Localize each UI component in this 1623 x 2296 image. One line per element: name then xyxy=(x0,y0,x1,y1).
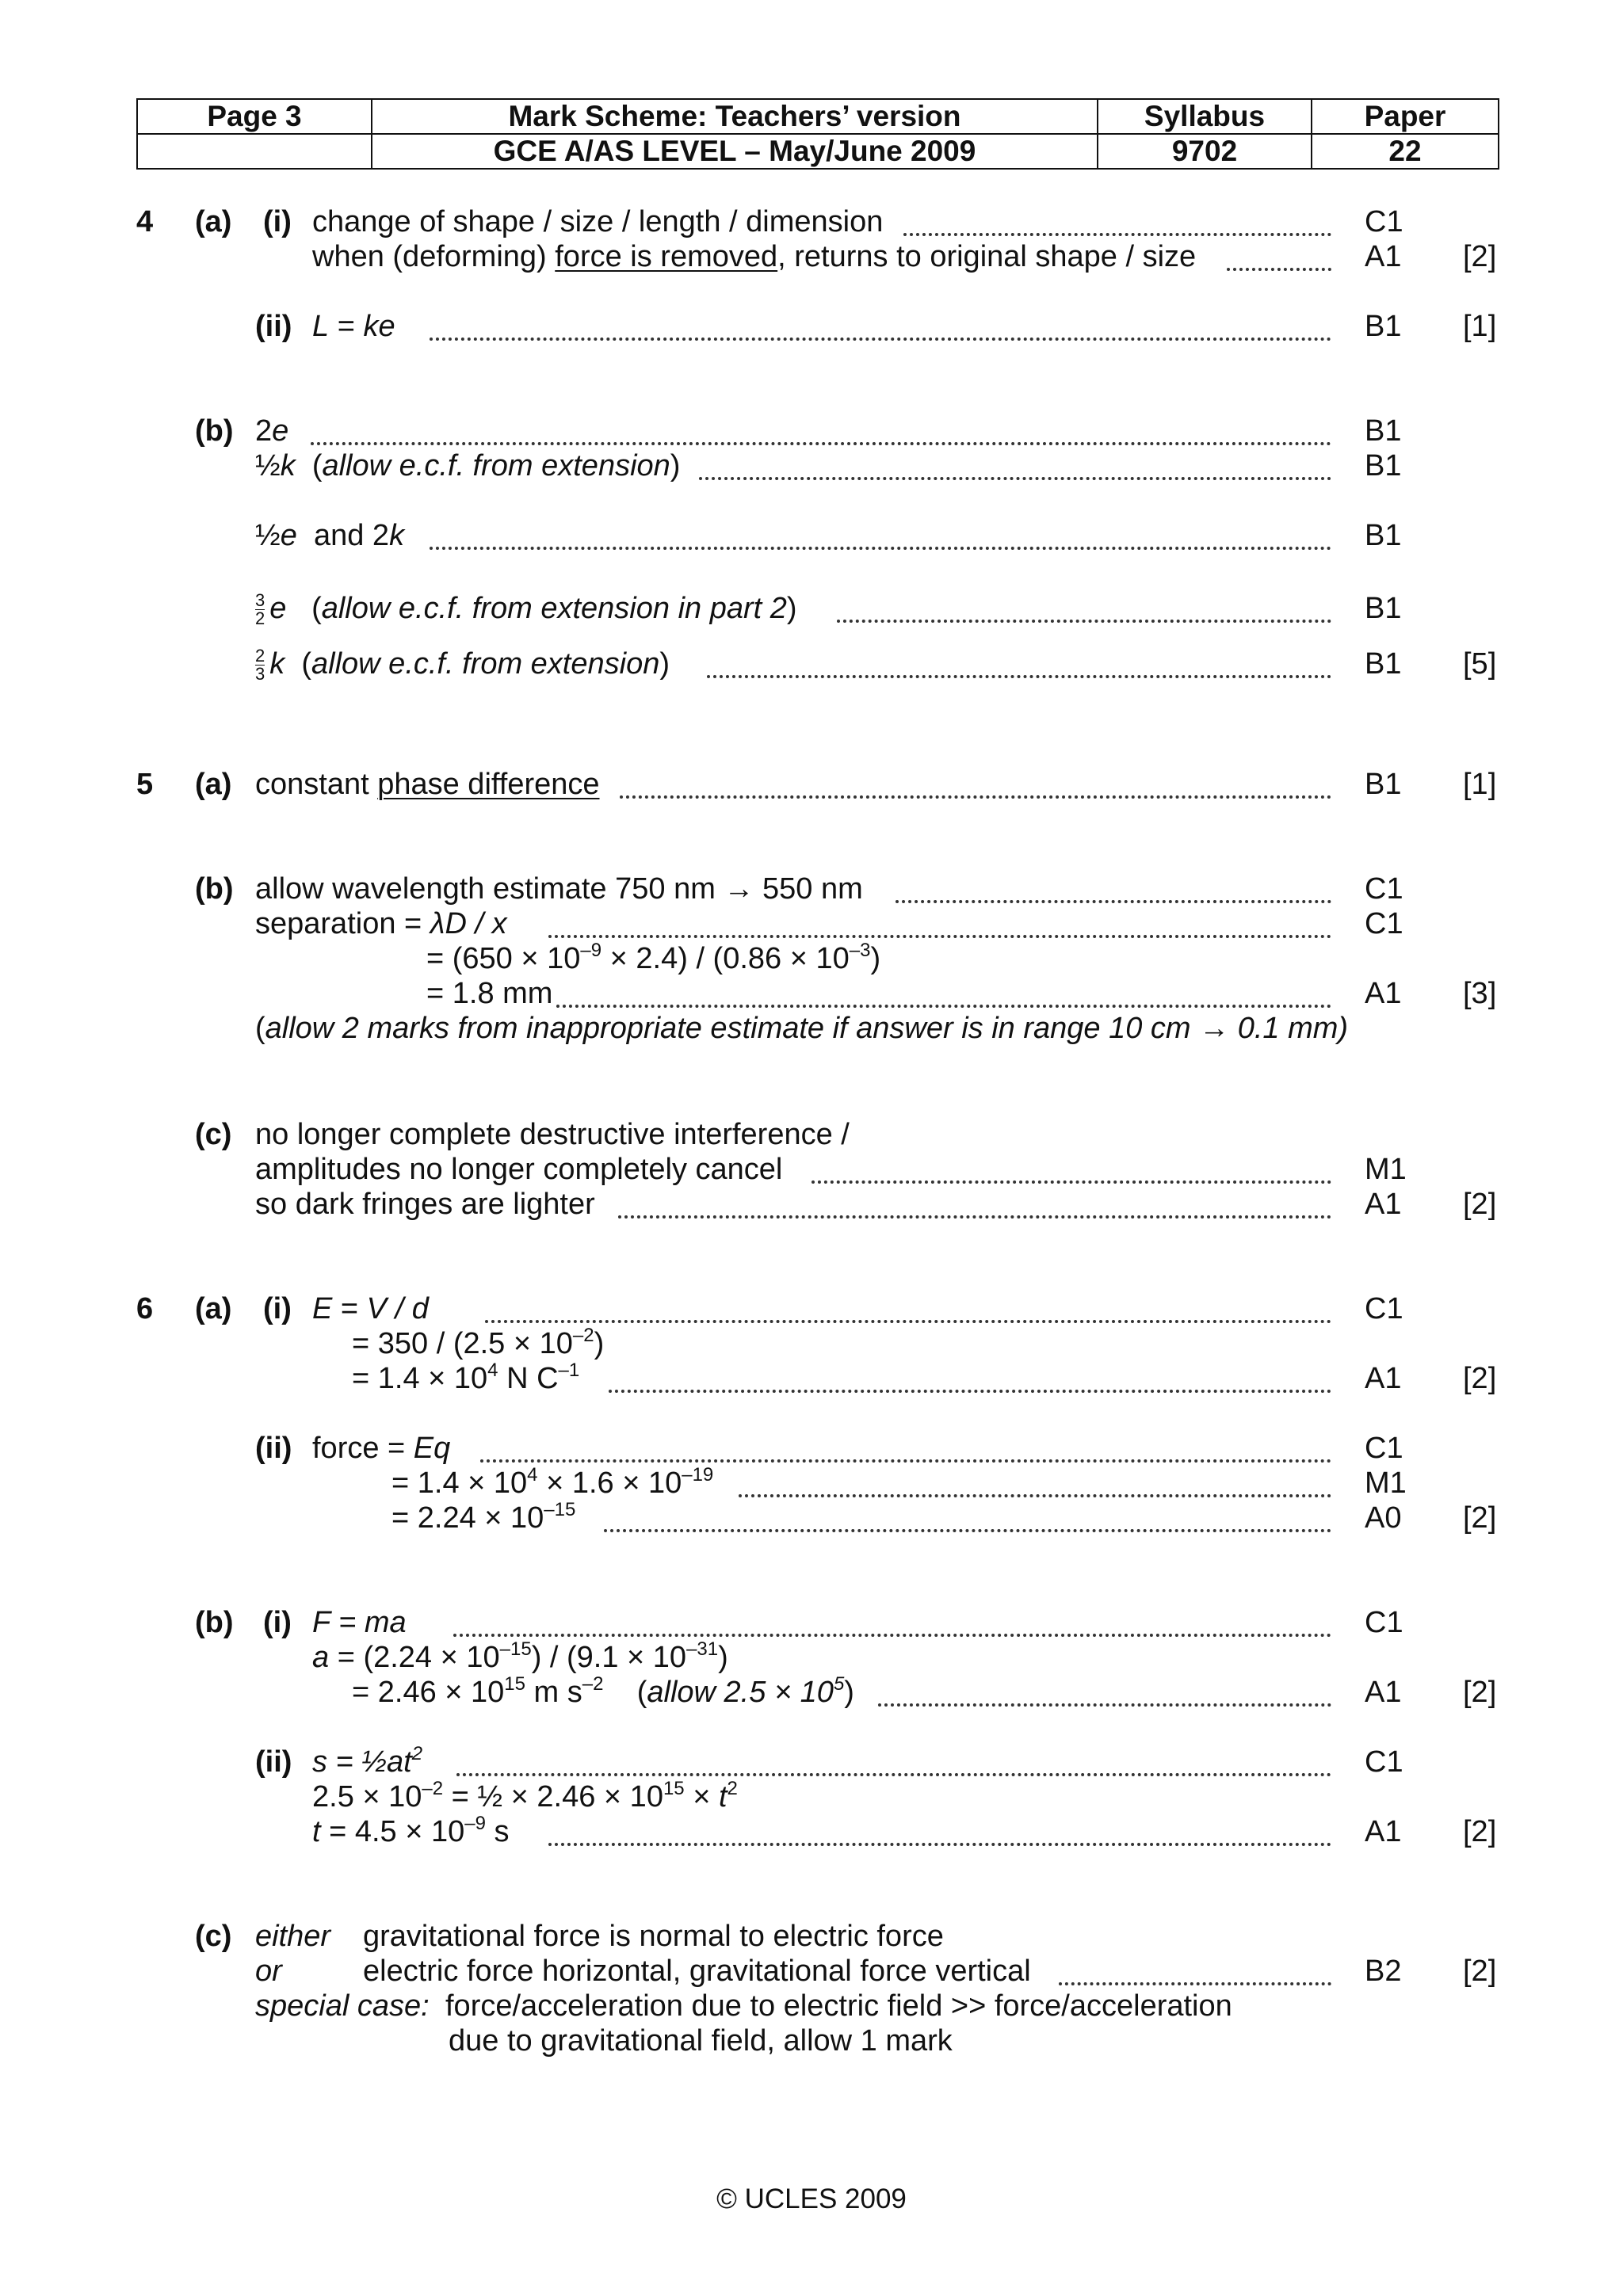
answer-line: change of shape / size / length / dimension xyxy=(312,205,884,238)
answer-line: $t = 4.5 \times 10^{-9}$ s xyxy=(312,1813,510,1848)
subpart-label: (ii) xyxy=(255,1745,292,1779)
subpart-label: (i) xyxy=(263,1606,292,1639)
question-number: 6 xyxy=(136,1292,154,1325)
mark: A1 xyxy=(1365,1188,1402,1221)
total-marks: [2] xyxy=(1463,1955,1497,1988)
total-marks: [1] xyxy=(1463,310,1497,343)
dot-leader xyxy=(456,1773,1331,1776)
dot-leader xyxy=(903,233,1331,236)
total-marks: [1] xyxy=(1463,768,1497,801)
answer-line: = $1.4 \times 10^4 \times 1.6 \times 10^{-19}$ xyxy=(391,1464,714,1500)
dot-leader xyxy=(812,1180,1331,1184)
dot-leader xyxy=(896,900,1331,903)
answer-line: force/acceleration due to electric field >> force/acceleration xyxy=(445,1989,1232,2023)
answer-line: ½k (allow e.c.f. from extension) xyxy=(255,449,681,482)
total-marks: [2] xyxy=(1463,1362,1497,1395)
answer-line: $s = \frac{1}{2}at^2$ xyxy=(312,1743,423,1779)
answer-line: constant phase difference xyxy=(255,768,600,801)
mark: B1 xyxy=(1365,647,1402,681)
total-marks: [2] xyxy=(1463,1188,1497,1221)
mark: C1 xyxy=(1365,205,1403,238)
question-number: 4 xyxy=(136,205,154,238)
part-label: (a) xyxy=(195,205,232,238)
answer-line: E = V / d xyxy=(312,1292,429,1325)
header-paper-label: Paper xyxy=(1312,99,1499,134)
part-label: (a) xyxy=(195,1292,232,1325)
header-syllabus-label: Syllabus xyxy=(1098,99,1312,134)
mark: A1 xyxy=(1365,240,1402,273)
fraction: $\frac{2}{3}$ xyxy=(255,646,265,685)
dot-leader xyxy=(837,620,1331,623)
either-label: either xyxy=(255,1920,331,1953)
mark: M1 xyxy=(1365,1153,1407,1186)
dot-leader xyxy=(739,1494,1331,1497)
total-marks: [2] xyxy=(1463,1815,1497,1848)
total-marks: [2] xyxy=(1463,1676,1497,1709)
dot-leader xyxy=(485,1320,1331,1323)
answer-note: (allow 2 marks from inappropriate estimate if answer is in range 10 cm → 0.1 mm) xyxy=(255,1012,1349,1045)
subpart-label: (i) xyxy=(263,205,292,238)
dot-leader xyxy=(1059,1982,1331,1985)
mark: A1 xyxy=(1365,1362,1402,1395)
answer-line: = $(650 \times 10^{-9} \times 2.4) / (0.86 \times 10^{-3})$ xyxy=(426,940,881,975)
part-label: (c) xyxy=(195,1118,232,1151)
mark: C1 xyxy=(1365,1292,1403,1325)
answer-line: $2.5 \times 10^{-2}$ = ½ × $2.46 \times 10^{15} \times t^2$ xyxy=(312,1778,738,1814)
answer-line: = $350 / (2.5 \times 10^{-2})$ xyxy=(352,1325,605,1360)
part-label: (b) xyxy=(195,1606,234,1639)
copyright-footer: © UCLES 2009 xyxy=(716,2183,907,2214)
total-marks: [2] xyxy=(1463,240,1497,273)
answer-line: electric force horizontal, gravitational force vertical xyxy=(363,1955,1031,1988)
subpart-label: (ii) xyxy=(255,1432,292,1465)
dot-leader xyxy=(548,1843,1331,1846)
mark: A0 xyxy=(1365,1501,1402,1535)
dot-leader xyxy=(604,1529,1331,1532)
answer-line: separation = λD / x xyxy=(255,907,507,940)
header-paper-number: 22 xyxy=(1312,134,1499,169)
answer-line: L = ke xyxy=(312,310,395,343)
mark: C1 xyxy=(1365,1745,1403,1779)
total-marks: [3] xyxy=(1463,977,1497,1010)
answer-line: F = ma xyxy=(312,1606,407,1639)
dot-leader xyxy=(311,442,1331,445)
mark: A1 xyxy=(1365,977,1402,1010)
answer-line: = $2.46 \times 10^{15}$ m $s^{-2}$ (allow $2.5 \times 10^5$) xyxy=(352,1673,854,1709)
mark: B1 xyxy=(1365,768,1402,801)
answer-line: $a = (2.24 \times 10^{-15}) / (9.1 \times 10^{-31})$ xyxy=(312,1638,728,1674)
subpart-label: (ii) xyxy=(255,310,292,343)
part-label: (b) xyxy=(195,872,234,906)
dot-leader xyxy=(878,1703,1331,1707)
mark: B1 xyxy=(1365,310,1402,343)
dot-leader xyxy=(699,477,1331,480)
answer-line: when (deforming) force is removed, returns to original shape / size xyxy=(312,240,1197,273)
mark: C1 xyxy=(1365,1606,1403,1639)
header-title: Mark Scheme: Teachers’ version xyxy=(372,99,1098,134)
mark: M1 xyxy=(1365,1466,1407,1500)
answer-line: = $1.4 \times 10^4$ N $C^{-1}$ xyxy=(352,1360,580,1395)
answer-line: ½e and 2k xyxy=(255,519,405,552)
mark: B2 xyxy=(1365,1955,1402,1988)
header-syllabus-code: 9702 xyxy=(1098,134,1312,169)
mark: B1 xyxy=(1365,519,1402,552)
answer-line: = $2.24 \times 10^{-15}$ xyxy=(391,1499,576,1535)
mark: B1 xyxy=(1365,414,1402,448)
dot-leader xyxy=(618,1215,1331,1219)
dot-leader xyxy=(707,675,1331,678)
dot-leader xyxy=(556,1005,1331,1008)
subpart-label: (i) xyxy=(263,1292,292,1325)
fraction: $\frac{3}{2}$ xyxy=(255,590,265,629)
dot-leader xyxy=(609,1390,1331,1393)
answer-line: allow wavelength estimate 750 nm → 550 nm xyxy=(255,872,863,906)
part-label: (a) xyxy=(195,768,232,801)
dot-leader xyxy=(430,338,1331,341)
dot-leader xyxy=(1227,268,1331,271)
answer-line: force = Eq xyxy=(312,1432,451,1465)
mark: C1 xyxy=(1365,1432,1403,1465)
mark: C1 xyxy=(1365,907,1403,940)
header-empty-cell xyxy=(137,134,372,169)
mark: C1 xyxy=(1365,872,1403,906)
answer-line: due to gravitational field, allow 1 mark xyxy=(449,2024,953,2058)
header-page: Page 3 xyxy=(137,99,372,134)
answer-line: $\frac{3}{2}$ e (allow e.c.f. from extension in part 2) xyxy=(255,590,797,629)
dot-leader xyxy=(480,1459,1331,1463)
answer-line: 2e xyxy=(255,414,289,448)
header-table xyxy=(136,98,1499,170)
dot-leader xyxy=(430,547,1331,550)
mark: A1 xyxy=(1365,1676,1402,1709)
answer-line: so dark fringes are lighter xyxy=(255,1188,595,1221)
dot-leader xyxy=(453,1634,1331,1637)
part-label: (c) xyxy=(195,1920,232,1953)
dot-leader xyxy=(620,795,1331,799)
answer-line: amplitudes no longer completely cancel xyxy=(255,1153,783,1186)
mark: B1 xyxy=(1365,449,1402,482)
special-case-label: special case: xyxy=(255,1989,430,2023)
answer-line: = 1.8 mm xyxy=(426,977,553,1010)
total-marks: [5] xyxy=(1463,647,1497,681)
header-exam: GCE A/AS LEVEL – May/June 2009 xyxy=(372,134,1098,169)
part-label: (b) xyxy=(195,414,234,448)
mark: B1 xyxy=(1365,592,1402,625)
answer-line: $\frac{2}{3}$ k (allow e.c.f. from extension) xyxy=(255,646,670,685)
or-label: or xyxy=(255,1955,282,1988)
total-marks: [2] xyxy=(1463,1501,1497,1535)
mark: A1 xyxy=(1365,1815,1402,1848)
answer-line: no longer complete destructive interference / xyxy=(255,1118,850,1151)
answer-line: gravitational force is normal to electric force xyxy=(363,1920,944,1953)
question-number: 5 xyxy=(136,768,154,801)
dot-leader xyxy=(548,935,1331,938)
